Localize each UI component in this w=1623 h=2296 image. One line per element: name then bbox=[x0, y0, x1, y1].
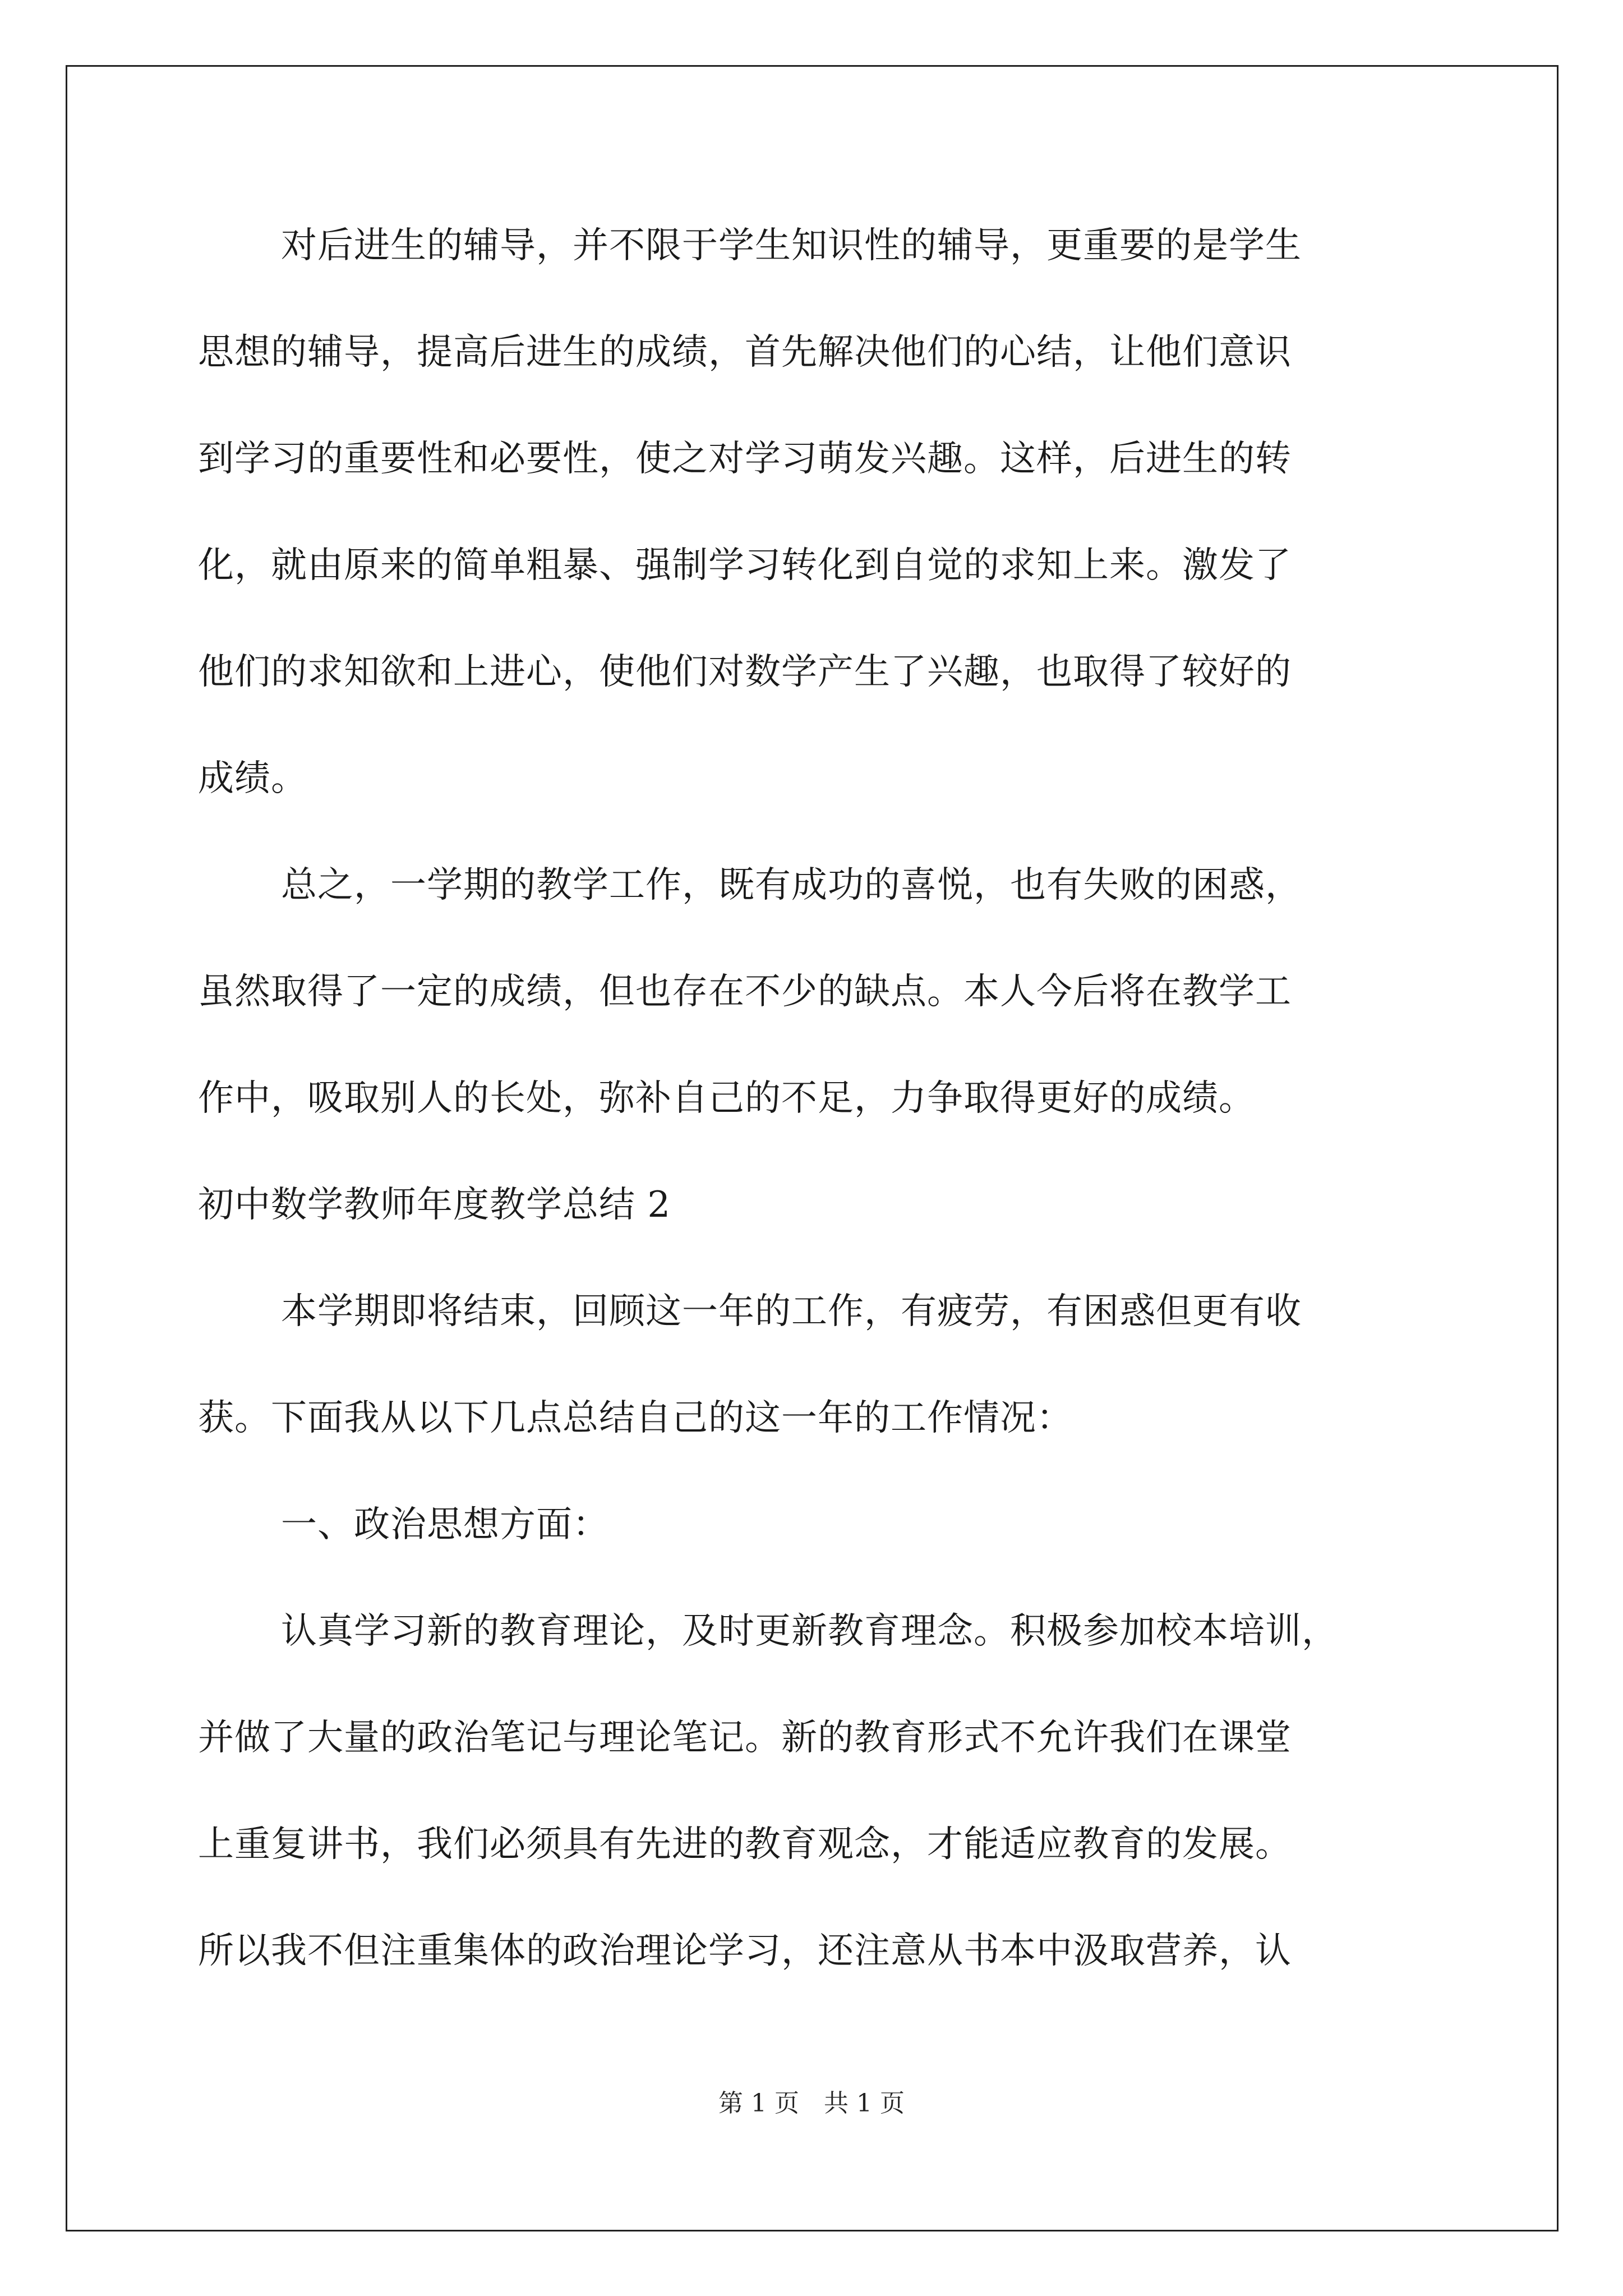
paragraph-line: 所以我不但注重集体的政治理论学习，还注意从书本中汲取营养，认 bbox=[198, 1930, 1292, 1972]
paragraph-line: 成绩。 bbox=[198, 758, 307, 799]
paragraph-line: 本学期即将结束，回顾这一年的工作，有疲劳，有困惑但更有收 bbox=[281, 1291, 1302, 1332]
paragraph-line: 化，就由原来的简单粗暴、强制学习转化到自觉的求知上来。激发了 bbox=[198, 545, 1292, 586]
paragraph-line: 并做了大量的政治笔记与理论笔记。新的教育形式不允许我们在课堂 bbox=[198, 1717, 1292, 1759]
paragraph-line: 虽然取得了一定的成绩，但也存在不少的缺点。本人今后将在教学工 bbox=[198, 971, 1292, 1013]
section-heading: 初中数学教师年度教学总结 2 bbox=[198, 1184, 671, 1226]
page-footer: 第 1 页 共 1 页 bbox=[718, 2089, 905, 2118]
paragraph-line: 到学习的重要性和必要性，使之对学习萌发兴趣。这样，后进生的转 bbox=[198, 438, 1292, 480]
paragraph-line: 思想的辅导，提高后进生的成绩，首先解决他们的心结，让他们意识 bbox=[198, 332, 1292, 373]
paragraph-line: 总之，一学期的教学工作，既有成功的喜悦，也有失败的困惑， bbox=[281, 864, 1302, 906]
page-border bbox=[66, 65, 1559, 2231]
paragraph-line: 上重复讲书，我们必须具有先进的教育观念，才能适应教育的发展。 bbox=[198, 1824, 1292, 1865]
paragraph-line: 获。下面我从以下几点总结自己的这一年的工作情况： bbox=[198, 1397, 1073, 1439]
paragraph-line: 作中，吸取别人的长处，弥补自己的不足，力争取得更好的成绩。 bbox=[198, 1078, 1255, 1119]
paragraph-line: 他们的求知欲和上进心，使他们对数学产生了兴趣，也取得了较好的 bbox=[198, 651, 1292, 693]
paragraph-line: 对后进生的辅导，并不限于学生知识性的辅导，更重要的是学生 bbox=[281, 225, 1302, 266]
subsection-heading: 一、政治思想方面： bbox=[281, 1504, 609, 1545]
paragraph-line: 认真学习新的教育理论，及时更新教育理念。积极参加校本培训， bbox=[281, 1611, 1338, 1652]
